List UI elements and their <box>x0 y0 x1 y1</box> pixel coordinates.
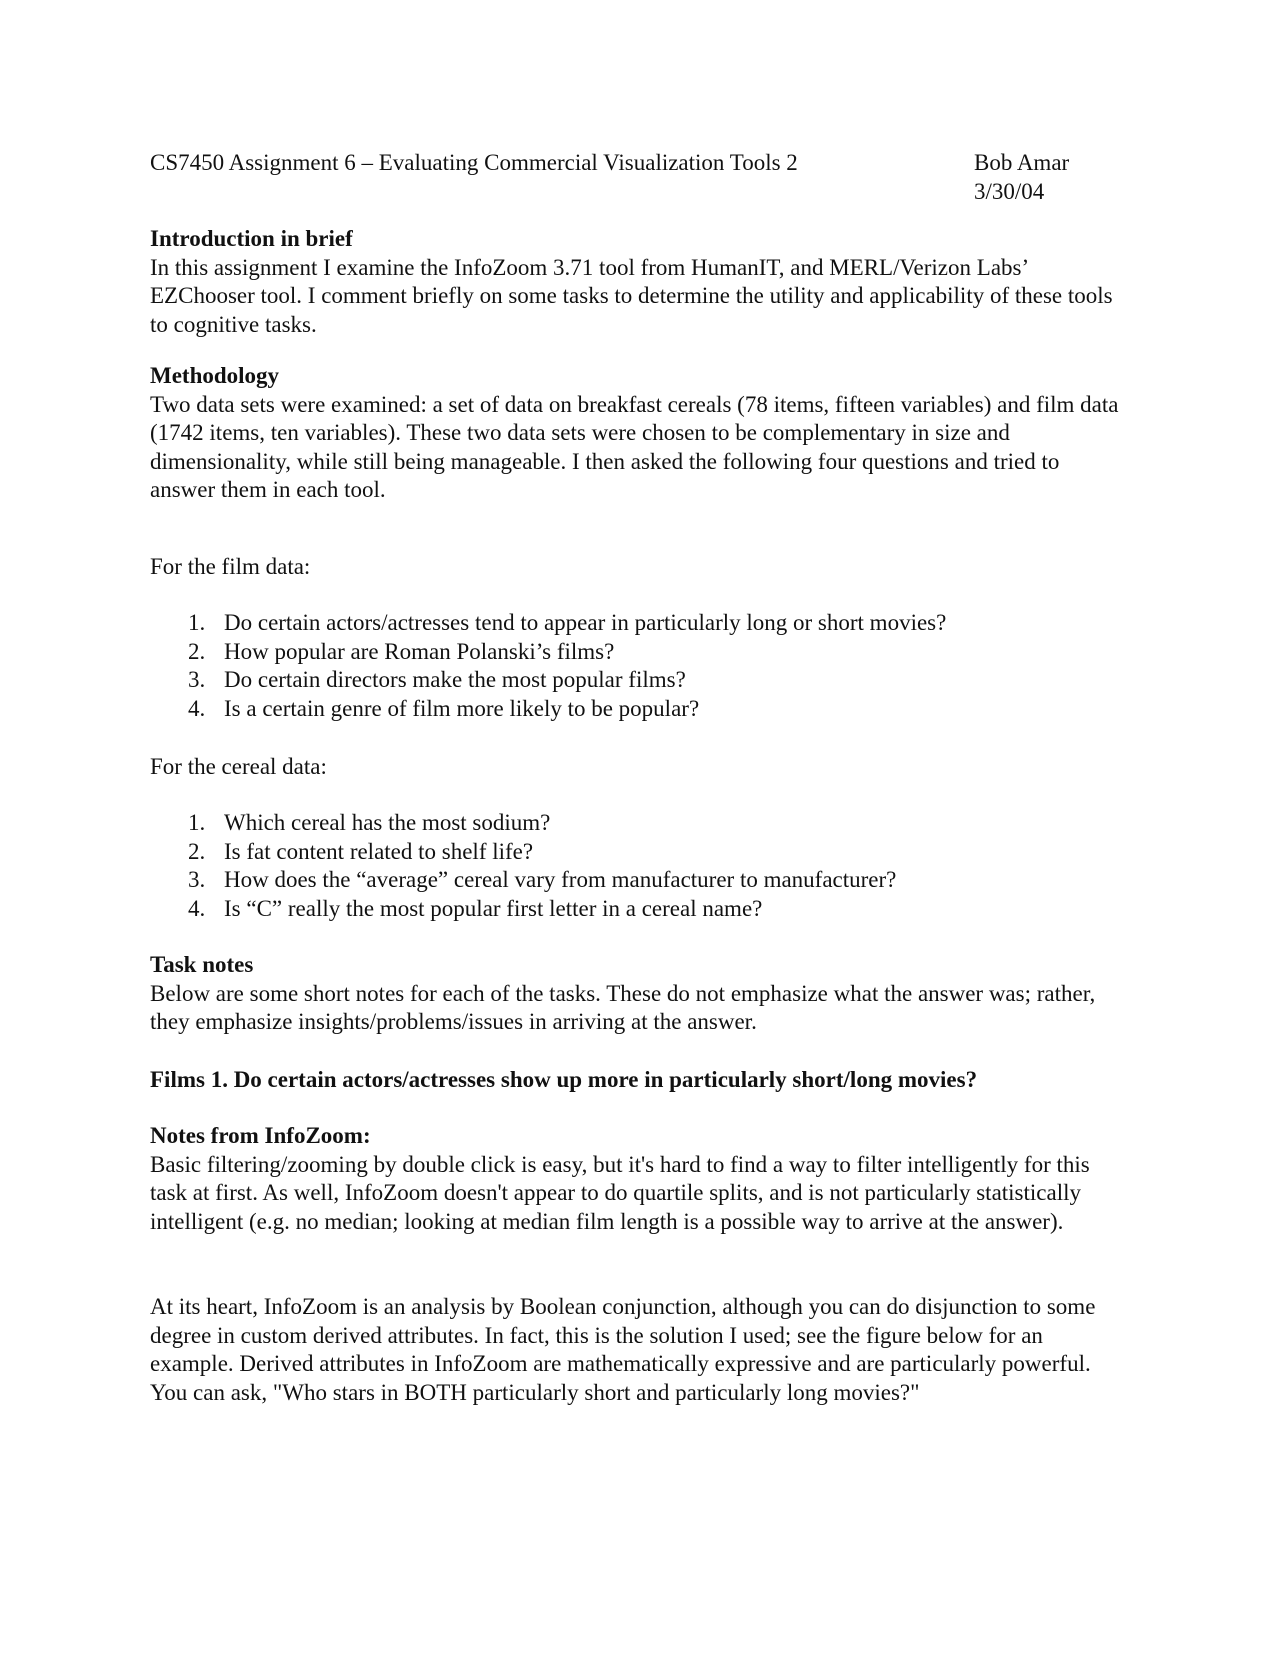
list-item: 3. Do certain directors make the most popular films? <box>188 667 686 693</box>
author-block <box>974 149 1069 206</box>
task-notes-heading: Task notes <box>150 952 254 977</box>
document-date: 3/30/04 <box>974 178 1045 204</box>
cereal-data-label: For the cereal data: <box>150 754 327 779</box>
introduction-heading: Introduction in brief <box>150 226 353 251</box>
list-item: 3. How does the “average” cereal vary from manufacturer to manufacturer? <box>188 867 897 893</box>
films1-heading: Films 1. Do certain actors/actresses show up more in particularly short/long movies? <box>150 1067 978 1092</box>
author-name: Bob Amar <box>974 150 1070 175</box>
infozoom-notes-paragraph-1: Basic filtering/zooming by double click is easy, but it's hard to find a way to filter intelligently for this task at first. As well, InfoZoom doesn't appear to do quartile splits, and is not particularly statistically intelligent (e.g. no median; looking at median film length is a possible way to arrive at the answer). <box>150 1151 1090 1234</box>
cereal-questions-list <box>150 809 1130 923</box>
film-questions-list <box>150 609 1130 723</box>
list-item: 1. Do certain actors/actresses tend to appear in particularly long or short movies? <box>188 610 947 635</box>
methodology-section <box>150 362 1130 505</box>
methodology-text: Two data sets were examined: a set of data on breakfast cereals (78 items, fifteen variables) and film data (1742 items, ten variables). These two data sets were chosen to be complementary in size and dimensionality, while still being manageable. I then asked the following four questions and tried to answer them in each tool. <box>150 391 1119 503</box>
methodology-heading: Methodology <box>150 363 280 388</box>
task-notes-section <box>150 951 1130 1037</box>
list-item: 2. Is fat content related to shelf life? <box>188 838 534 864</box>
list-item: 2. How popular are Roman Polanski’s films? <box>188 638 615 664</box>
introduction-section <box>150 225 1130 339</box>
introduction-text: In this assignment I examine the InfoZoom 3.71 tool from HumanIT, and MERL/Verizon Labs’ EZChooser tool. I comment briefly on some tasks to determine the utility and applicability of these tools to cognitive tasks. <box>150 254 1113 337</box>
infozoom-notes-section <box>150 1122 1130 1236</box>
film-data-label: For the film data: <box>150 554 311 579</box>
document-title: CS7450 Assignment 6 – Evaluating Commercial Visualization Tools 2 <box>150 150 798 175</box>
infozoom-notes-heading: Notes from InfoZoom: <box>150 1123 371 1148</box>
task-notes-text: Below are some short notes for each of the tasks. These do not emphasize what the answer was; rather, they emphasize insights/problems/issues in arriving at the answer. <box>150 980 1096 1035</box>
list-item: 1. Which cereal has the most sodium? <box>188 810 551 835</box>
list-item: 4. Is a certain genre of film more likely to be popular? <box>188 695 700 721</box>
list-item: 4. Is “C” really the most popular first letter in a cereal name? <box>188 895 763 921</box>
infozoom-notes-paragraph-2: At its heart, InfoZoom is an analysis by Boolean conjunction, although you can do disjunction to some degree in custom derived attributes. In fact, this is the solution I used; see the figure below for an example. Derived attributes in InfoZoom are mathematically expressive and are particularly powerful. You can ask, "Who stars in BOTH particularly short and particularly long movies?" <box>150 1294 1096 1405</box>
